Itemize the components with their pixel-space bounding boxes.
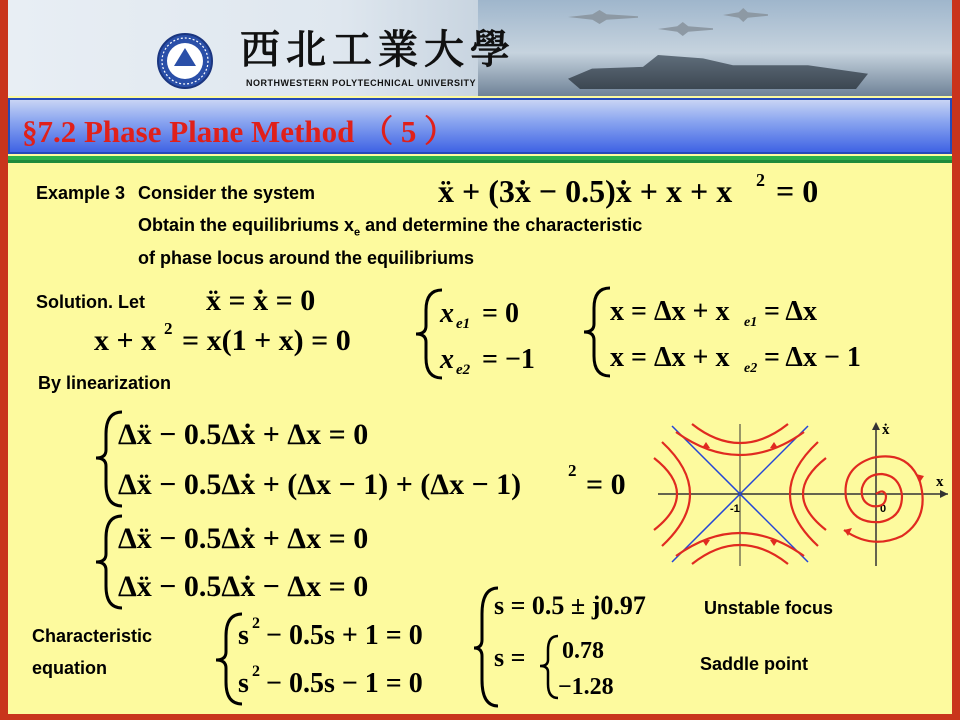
slide-title: §7.2 Phase Plane Method （ 5 ）: [22, 114, 456, 149]
result-saddle-point: Saddle point: [700, 654, 808, 674]
example-line-2: [138, 215, 642, 239]
bottom-border: [0, 714, 960, 720]
system-equation: [438, 170, 828, 212]
characteristic-label-1: Characteristic: [32, 626, 153, 646]
example-label: Example 3: [36, 183, 126, 203]
svg-text:ẍ = ẋ = 0: ẍ = ẋ = 0: [206, 284, 316, 317]
svg-text:e1: e1: [744, 315, 758, 330]
tick-zero: 0: [880, 503, 887, 515]
equation-factor: [94, 318, 394, 360]
shifted-coordinates: [584, 284, 914, 380]
svg-text:Δẍ − 0.5Δẋ + (Δx − 1) + (Δx −: Δẍ − 0.5Δẋ + (Δx − 1) + (Δx − 1): [118, 468, 522, 501]
linearization-system-1: [96, 408, 636, 510]
svg-text:s: s: [238, 620, 249, 651]
x-axis-arrow-icon: [940, 490, 948, 498]
characteristic-roots: [474, 584, 684, 710]
svg-text:Δẍ − 0.5Δẋ + Δx = 0: Δẍ − 0.5Δẋ + Δx = 0: [118, 522, 369, 555]
svg-text:2: 2: [164, 319, 173, 338]
characteristic-equations: [216, 610, 476, 708]
svg-text:2: 2: [568, 461, 577, 480]
linearization-system-2: [96, 512, 416, 612]
svg-text:= 0: = 0: [482, 298, 519, 329]
example-line-2-subscript: e: [354, 226, 361, 239]
svg-text:e2: e2: [456, 362, 471, 378]
svg-text:ẍ + (3ẋ − 0.5)ẋ + x + x: ẍ + (3ẋ − 0.5)ẋ + x + x: [438, 173, 733, 209]
example-line-3: of phase locus around the equilibriums: [138, 248, 475, 268]
svg-text:−1.28: −1.28: [558, 674, 614, 700]
svg-text:s = 0.5 ± j0.97: s = 0.5 ± j0.97: [494, 591, 646, 620]
svg-text:2: 2: [756, 170, 765, 190]
phase-portrait-diagram: [640, 418, 956, 568]
svg-text:x: x: [440, 298, 454, 329]
svg-text:e1: e1: [456, 316, 471, 332]
tick-minus-one: -1: [730, 503, 740, 515]
title-underline-shadow: [8, 160, 952, 163]
svg-text:− 0.5s + 1 = 0: − 0.5s + 1 = 0: [266, 620, 423, 651]
svg-text:s =: s =: [494, 643, 526, 672]
svg-text:s: s: [238, 668, 249, 699]
svg-text:2: 2: [252, 663, 260, 680]
svg-text:x: x: [440, 344, 454, 375]
unstable-focus-spiral: [844, 456, 923, 541]
svg-text:e2: e2: [744, 361, 758, 376]
svg-text:x = Δx + x: x = Δx + x: [610, 342, 730, 373]
equation-let: [206, 280, 356, 320]
svg-text:Δẍ − 0.5Δẋ − Δx = 0: Δẍ − 0.5Δẋ − Δx = 0: [118, 570, 369, 603]
equilibrium-points: [412, 286, 582, 382]
solution-label: Solution. Let: [36, 292, 145, 312]
linearization-label: By linearization: [38, 373, 172, 393]
university-name-en: NORTHWESTERN POLYTECHNICAL UNIVERSITY: [246, 78, 477, 88]
example-line-1: Consider the system: [138, 183, 316, 203]
svg-text:Δẍ − 0.5Δẋ + Δx = 0: Δẍ − 0.5Δẋ + Δx = 0: [118, 418, 369, 451]
svg-text:= Δx: = Δx: [764, 296, 817, 327]
svg-text:x + x: x + x: [94, 324, 157, 357]
university-name-cn: 西北工業大學: [240, 26, 516, 73]
y-axis-arrow-icon: [872, 422, 880, 430]
example-line-2-rest: and determine the characteristic: [360, 215, 643, 235]
svg-text:= 0: = 0: [776, 173, 819, 209]
university-emblem-icon: [156, 32, 214, 90]
svg-text:= x(1 + x) = 0: = x(1 + x) = 0: [182, 324, 351, 357]
svg-text:= 0: = 0: [586, 468, 626, 501]
example-line-2-text: Obtain the equilibriums x: [138, 215, 355, 235]
svg-text:= Δx − 1: = Δx − 1: [764, 342, 861, 373]
y-axis-label: ẋ: [882, 422, 890, 438]
header-banner: [8, 0, 952, 96]
title-bar: [8, 98, 952, 154]
characteristic-label-2: equation: [32, 658, 107, 678]
svg-text:0.78: 0.78: [562, 638, 604, 664]
svg-text:2: 2: [252, 615, 260, 632]
svg-text:x = Δx + x: x = Δx + x: [610, 296, 730, 327]
x-axis-label: x: [936, 474, 944, 490]
svg-text:− 0.5s − 1 = 0: − 0.5s − 1 = 0: [266, 668, 423, 699]
svg-text:= −1: = −1: [482, 344, 535, 375]
result-unstable-focus: Unstable focus: [704, 598, 834, 618]
